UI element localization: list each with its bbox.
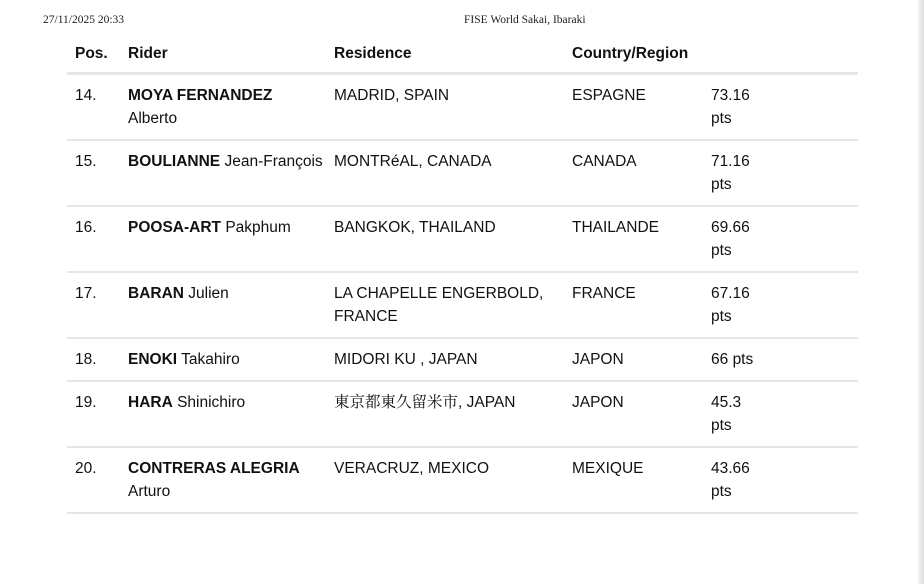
column-header-points (703, 36, 858, 74)
cell-rider (120, 140, 326, 206)
cell-points (703, 206, 858, 272)
rider-firstname: Alberto (128, 110, 178, 127)
points-unit: pts (711, 176, 732, 193)
cell-country: MEXIQUE (564, 447, 703, 513)
column-header-country: Country/Region (564, 36, 703, 74)
cell-country: FRANCE (564, 272, 703, 338)
points-unit: pts (711, 417, 732, 434)
rider-surname: HARA (128, 394, 173, 411)
cell-pos: 15. (67, 140, 120, 206)
cell-residence: 東京都東久留米市, JAPAN (326, 381, 564, 447)
points-value: 73.16 (711, 87, 750, 104)
cell-rider (120, 338, 326, 381)
table-row (67, 338, 858, 381)
cell-pos: 20. (67, 447, 120, 513)
rider-surname: CONTRERAS ALEGRIA (128, 460, 300, 477)
cell-pos: 16. (67, 206, 120, 272)
cell-residence: BANGKOK, THAILAND (326, 206, 564, 272)
points-value: 66 (711, 351, 729, 368)
points-value: 69.66 (711, 219, 750, 236)
column-header-residence: Residence (326, 36, 564, 74)
page-edge (918, 0, 924, 584)
points-value: 43.66 (711, 460, 750, 477)
cell-pos: 17. (67, 272, 120, 338)
table-row (67, 447, 858, 513)
cell-pos: 14. (67, 74, 120, 141)
cell-country: THAILANDE (564, 206, 703, 272)
rider-firstname: Arturo (128, 483, 171, 500)
rider-surname: BARAN (128, 285, 184, 302)
cell-residence: MONTRéAL, CANADA (326, 140, 564, 206)
cell-pos: 19. (67, 381, 120, 447)
points-unit: pts (732, 351, 754, 368)
points-unit: pts (711, 110, 732, 127)
cell-country: JAPON (564, 338, 703, 381)
results-table (67, 36, 858, 514)
cell-rider (120, 381, 326, 447)
table-row (67, 272, 858, 338)
rider-firstname: Julien (188, 285, 229, 302)
cell-residence: MIDORI KU , JAPAN (326, 338, 564, 381)
table-header-row (67, 36, 858, 74)
cell-points (703, 272, 858, 338)
rider-surname: MOYA FERNANDEZ (128, 87, 273, 104)
cell-points (703, 447, 858, 513)
cell-points (703, 140, 858, 206)
cell-points (703, 381, 858, 447)
rider-surname: BOULIANNE (128, 153, 221, 170)
column-header-rider: Rider (120, 36, 326, 74)
cell-pos: 18. (67, 338, 120, 381)
column-header-pos: Pos. (67, 36, 120, 74)
cell-rider (120, 447, 326, 513)
rider-surname: POOSA-ART (128, 219, 221, 236)
event-title: FISE World Sakai, Ibaraki (464, 14, 586, 26)
table-row (67, 140, 858, 206)
print-date: 27/11/2025 20:33 (43, 14, 125, 26)
cell-residence: VERACRUZ, MEXICO (326, 447, 564, 513)
points-unit: pts (711, 483, 732, 500)
cell-residence: LA CHAPELLE ENGERBOLD, FRANCE (326, 272, 564, 338)
points-unit: pts (711, 308, 732, 325)
cell-rider (120, 206, 326, 272)
table-row (67, 74, 858, 141)
table-row (67, 206, 858, 272)
rider-firstname: Takahiro (181, 351, 240, 368)
cell-country: ESPAGNE (564, 74, 703, 141)
rider-firstname: Shinichiro (177, 394, 246, 411)
cell-residence: MADRID, SPAIN (326, 74, 564, 141)
rider-firstname: Pakphum (225, 219, 291, 236)
points-unit: pts (711, 242, 732, 259)
points-value: 71.16 (711, 153, 750, 170)
cell-points (703, 338, 858, 381)
rider-firstname: Jean-François (224, 153, 323, 170)
cell-rider (120, 272, 326, 338)
cell-rider (120, 74, 326, 141)
cell-country: JAPON (564, 381, 703, 447)
cell-points (703, 74, 858, 141)
rider-surname: ENOKI (128, 351, 178, 368)
points-value: 45.3 (711, 394, 742, 411)
points-value: 67.16 (711, 285, 750, 302)
cell-country: CANADA (564, 140, 703, 206)
table-row (67, 381, 858, 447)
